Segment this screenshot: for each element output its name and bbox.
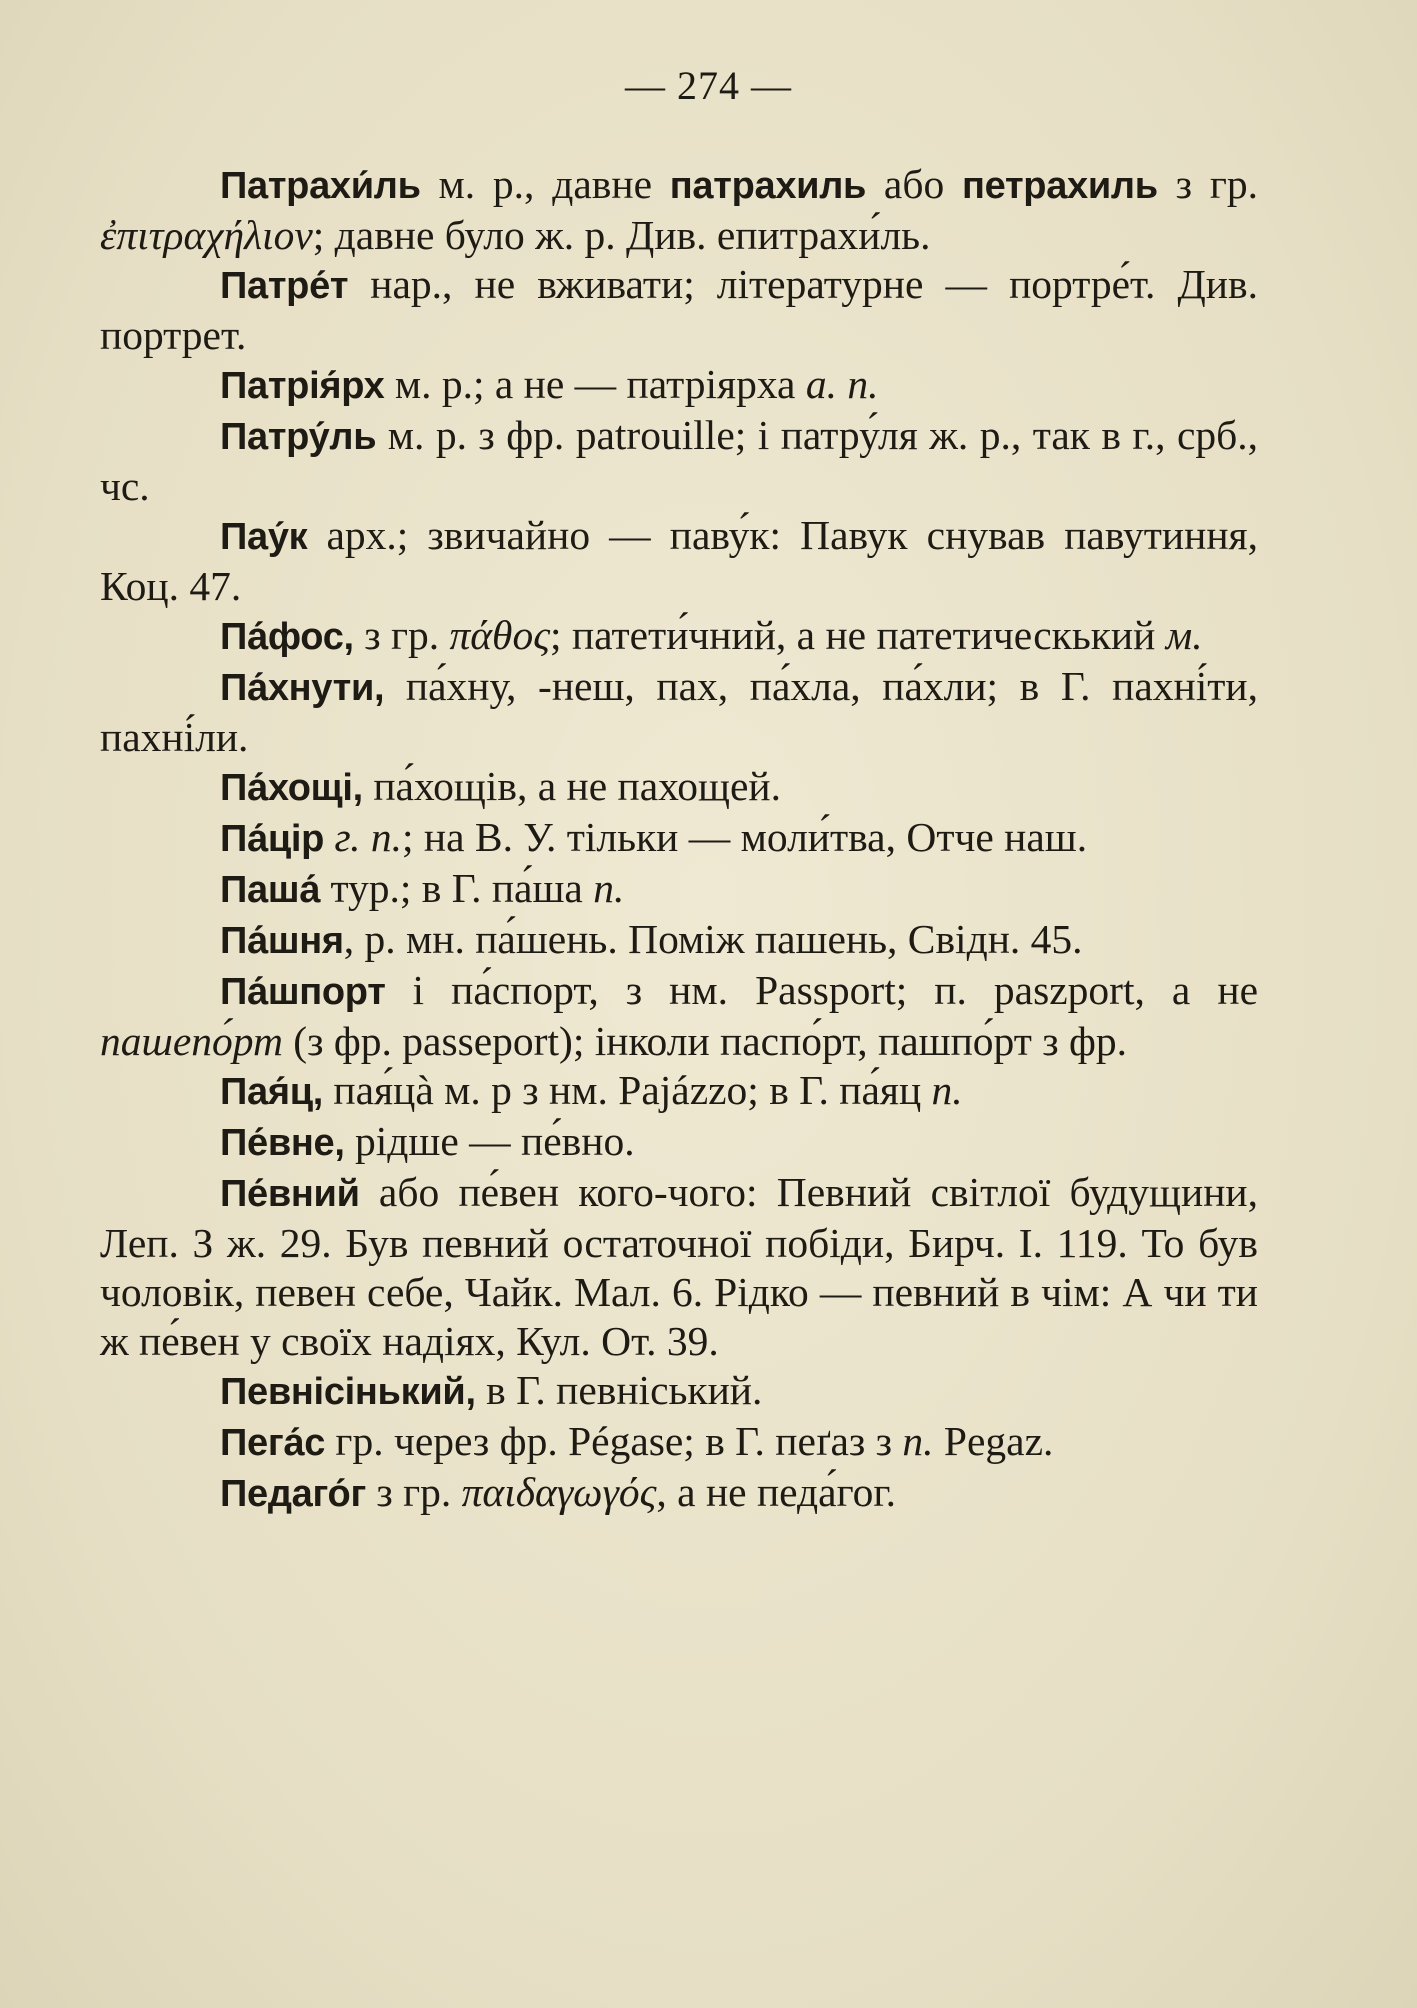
page-number: — 274 — bbox=[625, 63, 792, 108]
entry-text: з гр. bbox=[365, 1469, 462, 1515]
entry-pevne bbox=[100, 1117, 1258, 1168]
entry-italic: п. bbox=[931, 1067, 963, 1113]
greek-etymon: ἐπιτραχήλιον bbox=[100, 212, 313, 258]
headword: Певнісінький, bbox=[220, 1371, 476, 1413]
entry-italic: м. bbox=[1165, 612, 1203, 658]
entry-patret bbox=[100, 260, 1258, 360]
entry-text: м. р., давне bbox=[420, 161, 670, 207]
entry-italic: п. bbox=[902, 1418, 934, 1464]
headword: Пау́к bbox=[220, 516, 308, 558]
entry-text: тур.; в Г. па́ша bbox=[320, 865, 594, 911]
entry-text: м. р.; а не — патріярха bbox=[384, 361, 806, 407]
entry-text: або пе́вен кого-чого: Певний світлої будущини, Леп. З ж. 29. Був певний остаточної побіди, Бирч. І. 119. То був чоловік, певен себе, Чайк. Мал. 6. Рідко — певний в чім: А чи ти ж пе́вен у своїх надіях, Кул. От. 39. bbox=[100, 1169, 1258, 1364]
entry-italic: п. bbox=[593, 865, 625, 911]
entry-payats bbox=[100, 1066, 1258, 1117]
headword: Патру́ль bbox=[220, 416, 377, 458]
greek-etymon: παιδαγωγός bbox=[461, 1469, 657, 1515]
entry-text: Pegaz. bbox=[933, 1418, 1054, 1464]
entry-text: з гр. bbox=[353, 612, 450, 658]
entry-pauk bbox=[100, 511, 1258, 611]
entry-patriyarkh bbox=[100, 360, 1258, 411]
entry-pegas bbox=[100, 1417, 1258, 1468]
entry-text: рідше — пе́вно. bbox=[344, 1118, 635, 1164]
entry-pafos bbox=[100, 611, 1258, 662]
headword: Па́фос, bbox=[220, 616, 354, 658]
entry-text: і па́спорт, з нм. Passport; п. paszport, а не bbox=[385, 967, 1258, 1013]
greek-etymon: πάθος bbox=[449, 612, 551, 658]
entry-text: м. р. з фр. patrouille; і патру́ля ж. р., так в г., срб., чс. bbox=[100, 412, 1258, 509]
entry-patrul bbox=[100, 411, 1258, 511]
headword: Патрія́рх bbox=[220, 365, 385, 407]
headword: Пе́вний bbox=[220, 1173, 360, 1215]
entry-pashnya bbox=[100, 915, 1258, 966]
entry-text: ; давне було ж. р. Див. епитрахи́ль. bbox=[312, 212, 931, 258]
entry-patsir bbox=[100, 813, 1258, 864]
entry-text: (з фр. passeport); інколи паспо́рт, пашпо́рт з фр. bbox=[282, 1018, 1128, 1064]
headword: Па́шня bbox=[220, 920, 344, 962]
entry-text: па́хощів, а не пахощей. bbox=[362, 763, 781, 809]
entry-text: арх.; звичайно — паву́к: Павук снував павутиння, Коц. 47. bbox=[100, 512, 1258, 609]
entry-text: пая́цà м. р з нм. Pajázzo; в Г. па́яц bbox=[323, 1067, 932, 1113]
entry-text bbox=[324, 814, 334, 860]
entry-text: ; на В. У. тільки — моли́тва, Отче наш. bbox=[401, 814, 1088, 860]
headword: Патрахи́ль bbox=[220, 165, 421, 207]
entry-pevnyi bbox=[100, 1168, 1258, 1366]
headword: Патре́т bbox=[220, 265, 349, 307]
entry-italic: г. п. bbox=[334, 814, 402, 860]
entry-pashport bbox=[100, 966, 1258, 1066]
headword-variant: патрахиль bbox=[669, 165, 867, 207]
entry-patrakhyl bbox=[100, 160, 1258, 260]
headword-variant: петрахиль bbox=[962, 165, 1158, 207]
headword: Па́хнути, bbox=[220, 667, 385, 709]
headword: Пая́ц, bbox=[220, 1071, 324, 1113]
entry-text: ; патети́чний, а не патетическький bbox=[550, 612, 1166, 658]
entry-pevnisinkyi bbox=[100, 1366, 1258, 1417]
headword: Па́шпорт bbox=[220, 971, 386, 1013]
entry-text: з гр. bbox=[1157, 161, 1258, 207]
entry-text: па́хну, -неш, пах, па́хла, па́хли; в Г. пахні́ти, пахні́ли. bbox=[100, 663, 1258, 760]
headword: Паша́ bbox=[220, 869, 321, 911]
entry-text: гр. через фр. Pégase; в Г. пеґаз з bbox=[325, 1418, 903, 1464]
entry-italic: пашепо́рт bbox=[100, 1018, 283, 1064]
entry-pakhoshchi bbox=[100, 762, 1258, 813]
entry-pakhnuty bbox=[100, 662, 1258, 762]
headword: Пе́вне, bbox=[220, 1122, 345, 1164]
entry-text: , р. мн. па́шень. Поміж пашень, Свідн. 45. bbox=[343, 916, 1083, 962]
headword: Па́цір bbox=[220, 818, 325, 860]
entry-text: або bbox=[866, 161, 962, 207]
headword: Педаго́г bbox=[220, 1473, 366, 1515]
entry-pasha bbox=[100, 864, 1258, 915]
entry-text: в Г. певніський. bbox=[475, 1367, 763, 1413]
headword: Па́хощі, bbox=[220, 767, 363, 809]
entry-text: нар., не вживати; літературне — портре́т. Див. портрет. bbox=[100, 261, 1258, 358]
dictionary-entries bbox=[100, 160, 1258, 1519]
entry-pedagog bbox=[100, 1468, 1258, 1519]
entry-italic: а. п. bbox=[805, 361, 879, 407]
headword: Пега́с bbox=[220, 1422, 326, 1464]
entry-text: , а не педа́гог. bbox=[656, 1469, 897, 1515]
